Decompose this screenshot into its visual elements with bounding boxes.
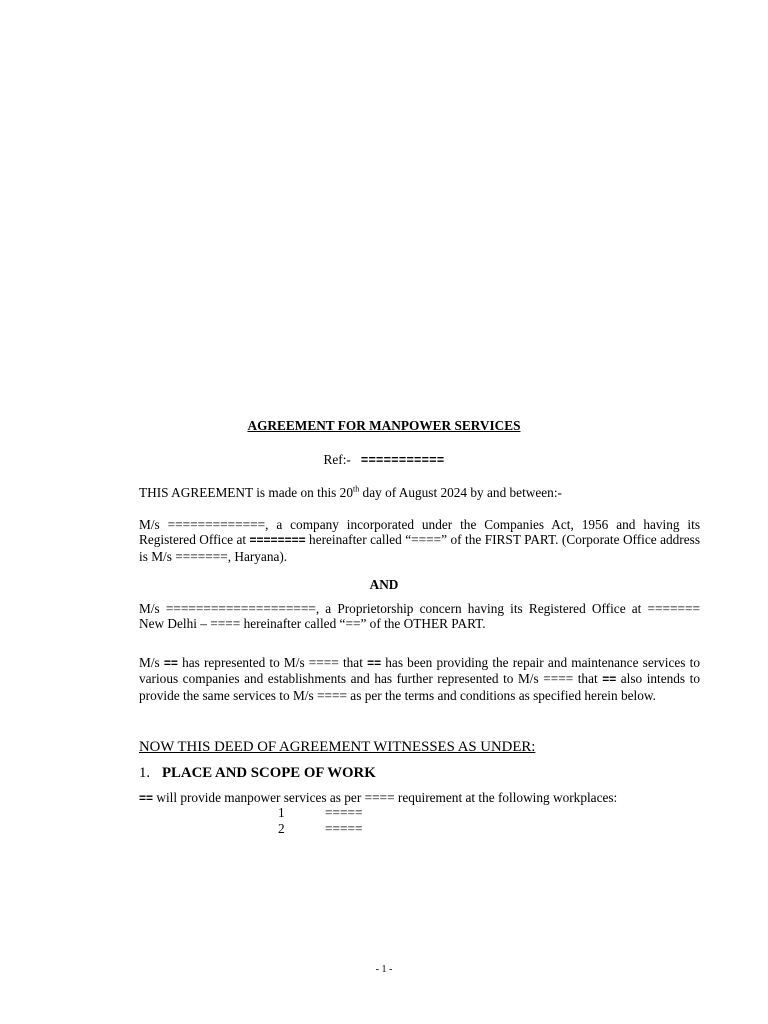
- other-party-paragraph: M/s ====================, a Proprietorship concern having its Registered Office at ======= New Delhi – ==== hereinafter called “==” of the OTHER PART.: [139, 601, 700, 632]
- representation-party: ==: [602, 672, 617, 687]
- workplace-value: =====: [325, 821, 363, 836]
- intro-superscript: th: [352, 484, 360, 494]
- scope-text: will provide manpower services as per ==== requirement at the following workplaces:: [153, 790, 618, 805]
- workplace-value: =====: [325, 805, 363, 820]
- ref-value: ===========: [360, 453, 445, 467]
- document-title: AGREEMENT FOR MANPOWER SERVICES: [247, 418, 521, 433]
- intro-text-end: day of August 2024 by and between:-: [359, 485, 562, 500]
- and-separator: AND: [369, 577, 399, 592]
- section-heading: [139, 765, 376, 782]
- representation-text: M/s: [139, 655, 164, 670]
- representation-party: ==: [163, 656, 178, 670]
- witness-heading: NOW THIS DEED OF AGREEMENT WITNESSES AS UNDER:: [139, 739, 536, 755]
- representation-text: has been providing the repair and maintenance services to various companies and establishments and has further represented to M/s ==== that: [139, 655, 700, 687]
- first-party-text-end: hereinafter called “====” of the FIRST PART. (Corporate Office address is M/s =======, Haryana).: [139, 532, 700, 564]
- representation-paragraph: [139, 655, 700, 703]
- first-party-paragraph: [139, 517, 700, 564]
- representation-text: also intends to provide the same services to M/s ==== as per the terms and conditions as specified herein below.: [139, 671, 700, 703]
- ref-label: Ref:-: [323, 452, 351, 467]
- workplace-number: 2: [278, 821, 285, 836]
- first-party-office-placeholder: ========: [249, 533, 306, 548]
- first-party-text: M/s =============, a company incorporated under the Companies Act, 1956 and having its Registered Office at: [139, 517, 700, 548]
- page-number: - 1 -: [375, 964, 393, 975]
- intro-text: THIS AGREEMENT is made on this 20: [139, 485, 353, 500]
- scope-paragraph: [139, 790, 700, 806]
- section-label: PLACE AND SCOPE OF WORK: [162, 765, 376, 781]
- reference-line: [0, 452, 768, 468]
- workplace-number: 1: [278, 805, 285, 820]
- section-number: 1.: [139, 765, 151, 781]
- scope-party: ==: [139, 791, 154, 805]
- representation-party: ==: [367, 656, 382, 670]
- representation-text: has represented to M/s ==== that: [177, 655, 368, 670]
- intro-paragraph: [139, 485, 700, 500]
